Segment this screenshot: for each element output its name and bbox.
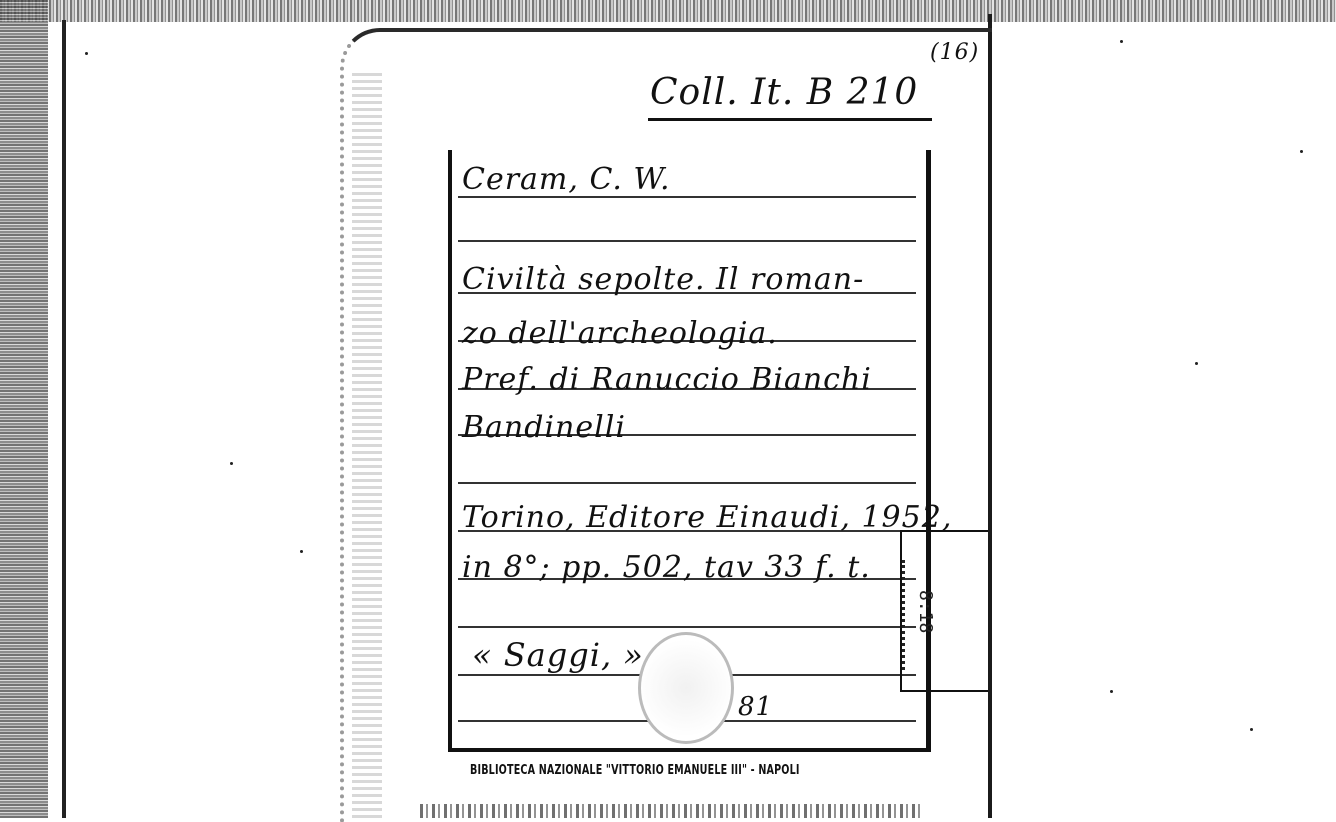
- series-number: 81: [738, 692, 774, 722]
- card-edge-texture: [352, 70, 382, 818]
- title-line-3: Pref. di Ranuccio Bianchi: [462, 362, 872, 397]
- scan-speck: [1250, 728, 1253, 731]
- library-stamp: [638, 632, 734, 744]
- ruled-line: [458, 626, 916, 628]
- call-number-underline: [648, 118, 932, 121]
- sheet-number: (16): [930, 40, 980, 65]
- title-line-1: Civiltà sepolte. Il roman-: [462, 262, 865, 297]
- scan-speck: [1120, 40, 1123, 43]
- scan-speck: [300, 550, 303, 553]
- scan-speck: [1110, 690, 1113, 693]
- card-frame-left: [448, 150, 452, 752]
- author-entry: Ceram, C. W.: [462, 162, 671, 197]
- ruled-line: [458, 240, 916, 242]
- scan-speck: [85, 52, 88, 55]
- drawer-divider-line: [62, 20, 66, 818]
- side-note: 8:18: [915, 590, 936, 634]
- scan-speck: [1300, 150, 1303, 153]
- side-dotted-line: [902, 560, 907, 670]
- side-bracket: [900, 530, 988, 692]
- card-frame-bottom: [448, 748, 931, 752]
- series-entry: « Saggi, »: [472, 636, 644, 674]
- ruled-line: [458, 482, 916, 484]
- library-footer: BIBLIOTECA NAZIONALE "VITTORIO EMANUELE III" - NAPOLI: [470, 763, 800, 778]
- call-number: Coll. It. B 210: [650, 72, 919, 113]
- scan-texture-left: [0, 0, 48, 818]
- publication-line-1: Torino, Editore Einaudi, 1952,: [462, 500, 953, 535]
- scan-texture-top: [0, 0, 1336, 22]
- publication-line-2: in 8°; pp. 502, tav 33 f. t.: [462, 550, 871, 585]
- title-line-2: zo dell'archeologia.: [462, 316, 778, 351]
- scan-speck: [230, 462, 233, 465]
- scan-texture-bottom: [420, 804, 920, 818]
- scan-speck: [1195, 362, 1198, 365]
- title-line-4: Bandinelli: [462, 410, 626, 445]
